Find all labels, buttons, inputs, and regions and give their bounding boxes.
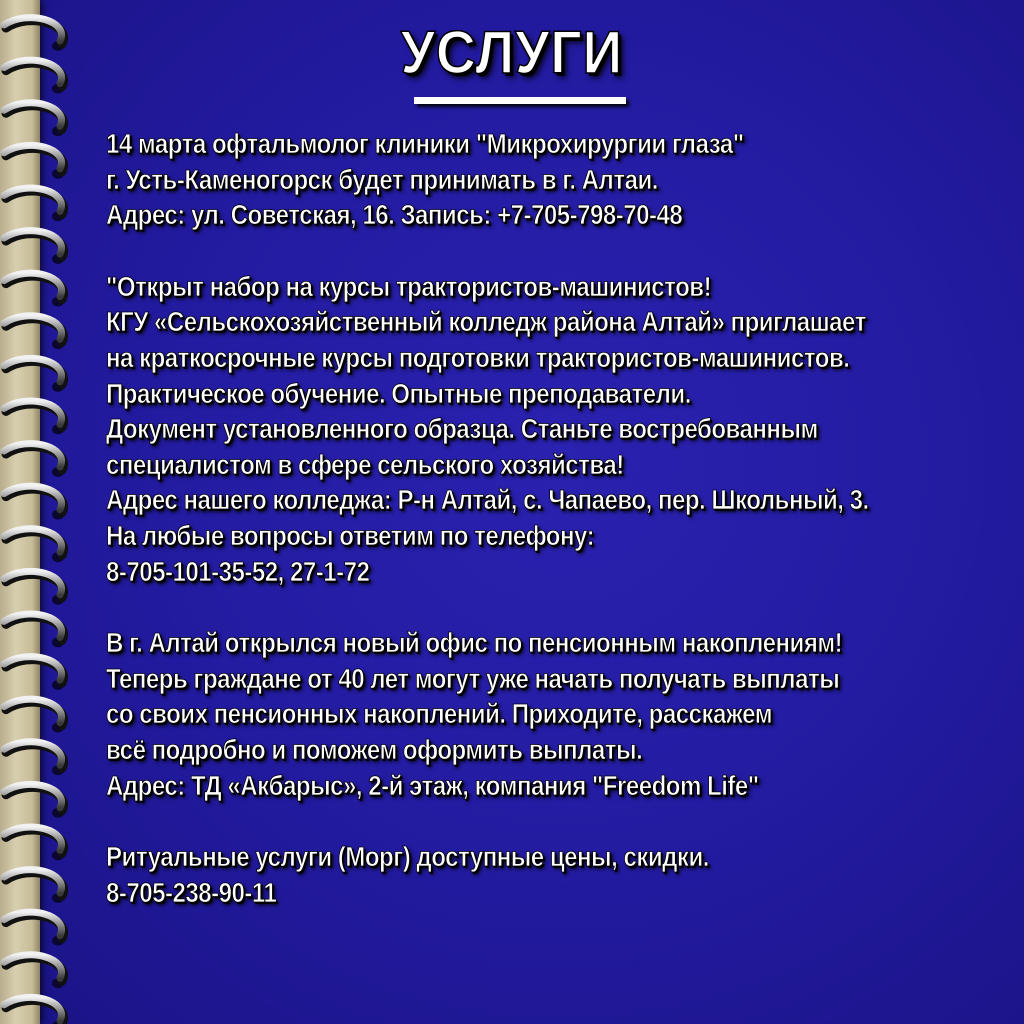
spiral-ring xyxy=(4,231,64,264)
notice-ophthalmologist xyxy=(106,126,1016,233)
notice-line: Практическое обучение. Опытные преподаватели. xyxy=(106,377,691,409)
spiral-ring xyxy=(4,188,64,221)
notice-line: В г. Алтай открылся новый офис по пенсионным накоплениям! xyxy=(106,627,843,659)
spiral-ring xyxy=(4,742,64,775)
page-title: УСЛУГИ xyxy=(400,19,624,86)
spiral-ring xyxy=(4,145,64,178)
spiral-ring xyxy=(4,529,64,562)
spiral-ring xyxy=(4,870,64,903)
notice-line: На любые вопросы ответим по телефону: xyxy=(106,519,595,551)
spiral-ring xyxy=(4,912,64,945)
spiral-ring xyxy=(4,316,64,349)
notice-line: Ритуальные услуги (Морг) доступные цены, скидки. xyxy=(106,841,709,873)
notice-line: всё подробно и поможем оформить выплаты. xyxy=(106,733,643,765)
spiral-ring xyxy=(4,486,64,519)
notice-line: Адрес: ТД «Акбарыс», 2-й этаж, компания "Freedom Life" xyxy=(106,769,759,801)
spiral-ring xyxy=(4,401,64,434)
spiral-ring xyxy=(4,955,64,988)
notice-ritual-services xyxy=(106,839,1016,910)
spiral-binding xyxy=(0,0,90,1024)
spiral-ring xyxy=(4,784,64,817)
notice-pension-office xyxy=(106,625,1016,803)
spiral-ring xyxy=(4,614,64,647)
notice-line: "Открыт набор на курсы трактористов-машинистов! xyxy=(106,270,712,302)
notice-line: г. Усть-Каменогорск будет принимать в г. Алтаи. xyxy=(106,163,658,195)
spiral-ring xyxy=(4,657,64,690)
spiral-ring xyxy=(4,273,64,306)
spiral-ring xyxy=(4,997,64,1024)
notice-line: 8-705-238-90-11 xyxy=(106,876,277,908)
notice-line: Адрес нашего колледжа: Р-н Алтай, с. Чапаево, пер. Школьный, 3. xyxy=(106,484,869,516)
notice-line: на краткосрочные курсы подготовки трактористов-машинистов. xyxy=(106,341,850,373)
title-area xyxy=(0,18,1024,87)
notice-line: со своих пенсионных накоплений. Приходите, расскажем xyxy=(106,698,773,730)
notices-list xyxy=(106,126,1016,946)
spiral-ring xyxy=(4,103,64,136)
notice-line: Адрес: ул. Советская, 16. Запись: +7-705-798-70-48 xyxy=(106,199,683,231)
title-underline xyxy=(414,97,626,104)
notice-line: Документ установленного образца. Станьте востребованным xyxy=(106,413,818,445)
spiral-ring xyxy=(4,571,64,604)
spiral-ring xyxy=(4,444,64,477)
notice-line: 14 марта офтальмолог клиники "Микрохирургии глаза" xyxy=(106,128,744,159)
notice-tractor-courses xyxy=(106,269,1016,589)
notice-line: специалистом в сфере сельского хозяйства! xyxy=(106,448,624,480)
spiral-ring xyxy=(4,358,64,391)
notice-line: 8-705-101-35-52, 27-1-72 xyxy=(106,555,370,587)
notice-line: Теперь граждане от 40 лет могут уже начать получать выплаты xyxy=(106,662,840,694)
spiral-ring xyxy=(4,699,64,732)
notice-line: КГУ «Сельскохозяйственный колледж района Алтай» приглашает xyxy=(106,306,866,338)
spiral-ring xyxy=(4,827,64,860)
